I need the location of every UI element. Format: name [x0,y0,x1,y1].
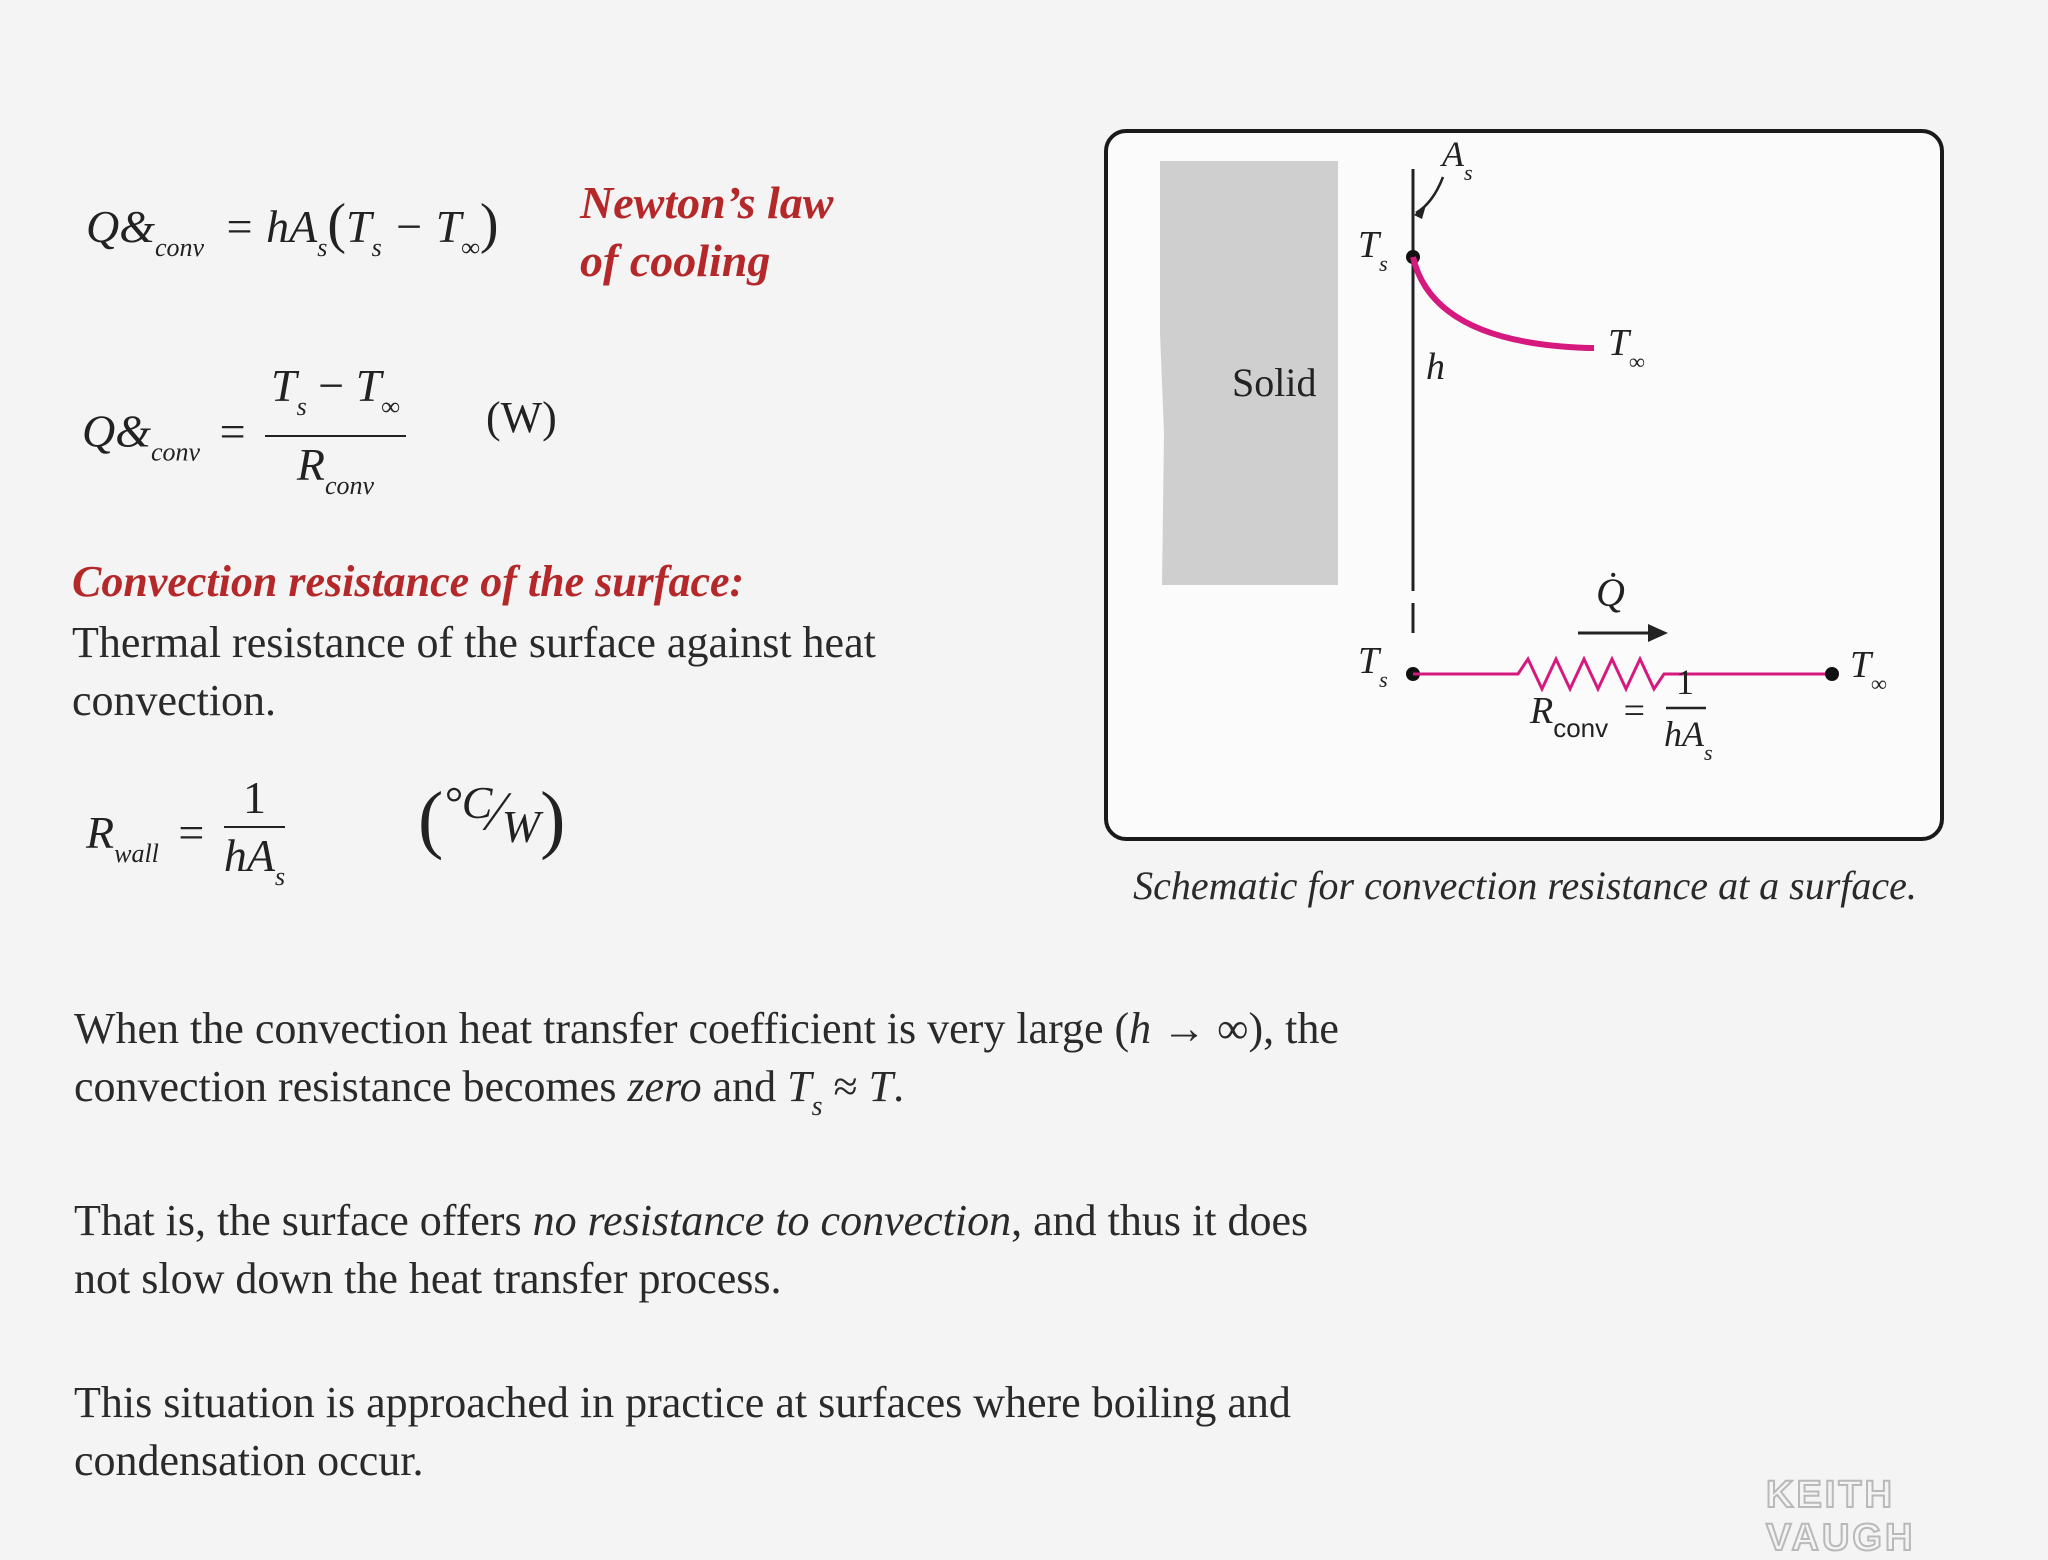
newton-label-line2: of cooling [580,235,771,286]
r-symbol: R [296,439,325,490]
p2-text-b: , and thus it does [1011,1196,1309,1245]
solid-label: Solid [1232,360,1317,405]
rhs-prefix: = hA [223,201,318,252]
convection-description [72,614,876,730]
ts-top-label [1358,223,1388,277]
ts-subscript: s [296,392,307,421]
minus-sign: − [306,360,356,411]
equals-sign: = [178,807,205,859]
p2-emphasis: no resistance to convection [532,1196,1012,1245]
q-conv-symbol: Q& [86,201,155,252]
ts-symbol: T [346,201,372,252]
resistor-zigzag [1413,659,1828,689]
q-conv-symbol: Q& [82,405,151,457]
as-subscript: s [1464,160,1473,185]
wall-resistance-equation [86,770,285,905]
h-label: h [1426,346,1445,388]
ts-top-symbol: T [1358,224,1380,266]
as-label [1442,133,1473,186]
paragraph3-line2: condensation occur. [74,1436,424,1485]
rconv-subscript: conv [1553,713,1609,743]
rconv-symbol: R [1530,690,1554,732]
ts-top-subscript: s [1379,251,1388,276]
tinf-bottom-subscript: ∞ [1871,671,1887,696]
fraction-denominator: hA [223,830,275,881]
unit-watt: W [501,801,541,853]
resistance-form-equation [82,358,406,514]
unit-celsius: °C [443,777,493,829]
temperature-profile-curve [1413,257,1594,348]
p1-text-d: and [701,1062,788,1111]
fraction-numerator: 1 [224,770,285,828]
tinf-top-label [1608,321,1645,375]
r-wall-symbol: R [86,807,115,859]
paragraph-large-h [74,1000,1339,1136]
as-subscript: s [317,233,328,262]
tinf-symbol: T [435,201,462,252]
schematic-svg [1108,133,1940,837]
tinf-top-symbol: T [1608,322,1630,364]
denominator-subscript: s [274,862,286,891]
unit-slash: ⁄ [492,781,502,844]
tinf-top-subscript: ∞ [1629,349,1645,374]
ts-bottom-label [1358,639,1388,693]
convection-heading: Convection resistance of the surface: [72,557,745,606]
equals-sign: = [219,405,246,457]
tinf-symbol: T [355,360,382,411]
minus-sign: − [393,201,425,252]
p1-ts: T [787,1062,812,1111]
p2-text-a: That is, the surface offers [74,1196,533,1245]
tinf-subscript: ∞ [381,392,400,421]
q-dot-label: Q̇ [1596,570,1625,615]
p1-text-b: → ∞), the [1151,1004,1339,1053]
unit-paren-close: ) [540,777,566,861]
temperature-fraction [265,358,406,514]
convection-schematic [1104,129,1944,841]
rconv-fraction-denominator [1664,713,1713,766]
q-conv-subscript: conv [155,233,205,262]
rconv-den-subscript: s [1704,740,1713,765]
heat-flow-arrowhead [1648,624,1668,642]
q-conv-subscript: conv [151,437,201,467]
p1-h: h [1129,1004,1152,1053]
r-subscript: conv [324,471,375,500]
rconv-label [1530,689,1645,744]
rconv-equals: = [1623,690,1646,732]
as-arrow [1416,177,1443,213]
newton-label [580,174,833,290]
paragraph-boiling [74,1374,1291,1490]
ts-bottom-symbol: T [1358,640,1380,682]
paragraph3-line1: This situation is approached in practice at surfaces where boiling and [74,1378,1291,1427]
tinf-subscript: ∞ [461,233,480,262]
r-wall-subscript: wall [114,839,159,869]
p1-period: . [893,1062,905,1111]
p1-text-a: When the convection heat transfer coefficient is very large ( [74,1004,1130,1053]
p1-approx: ≈ [822,1062,869,1111]
convection-desc-line2: convection. [72,676,277,725]
ts-symbol: T [271,360,297,411]
ts-subscript: s [371,233,382,262]
tinf-bottom-symbol: T [1850,644,1872,686]
p1-t: T [868,1062,894,1111]
watt-unit: (W) [486,393,557,442]
paragraph-no-resistance [74,1192,1308,1308]
newton-cooling-equation [86,192,499,263]
ts-bottom-subscript: s [1379,667,1388,692]
p1-ts-sub: s [811,1091,823,1122]
unit-paren-open: ( [418,777,444,861]
convection-desc-line1: Thermal resistance of the surface against heat [72,618,876,667]
p1-zero: zero [627,1062,702,1111]
paragraph2-line2: not slow down the heat transfer process. [74,1254,782,1303]
tinf-bottom-label [1850,643,1887,697]
tinf-bottom-node [1825,667,1839,681]
paragraph1-line1 [74,1000,1339,1058]
rconv-fraction-numerator: 1 [1676,662,1694,702]
p1-text-c: convection resistance becomes [74,1062,628,1111]
paragraph1-line2 [74,1058,1339,1136]
newton-label-line1: Newton’s law [580,177,834,228]
wall-fraction [224,770,285,905]
rconv-den-symbol: hA [1664,714,1704,754]
paren-close: ) [479,193,499,255]
paren-open: ( [327,193,347,255]
author-watermark: KEITH VAUGH [1766,1474,1916,1559]
wall-unit [418,776,565,863]
paragraph2-line1 [74,1192,1308,1250]
as-symbol: A [1442,134,1464,174]
schematic-caption: Schematic for convection resistance at a surface. [1133,863,1917,908]
